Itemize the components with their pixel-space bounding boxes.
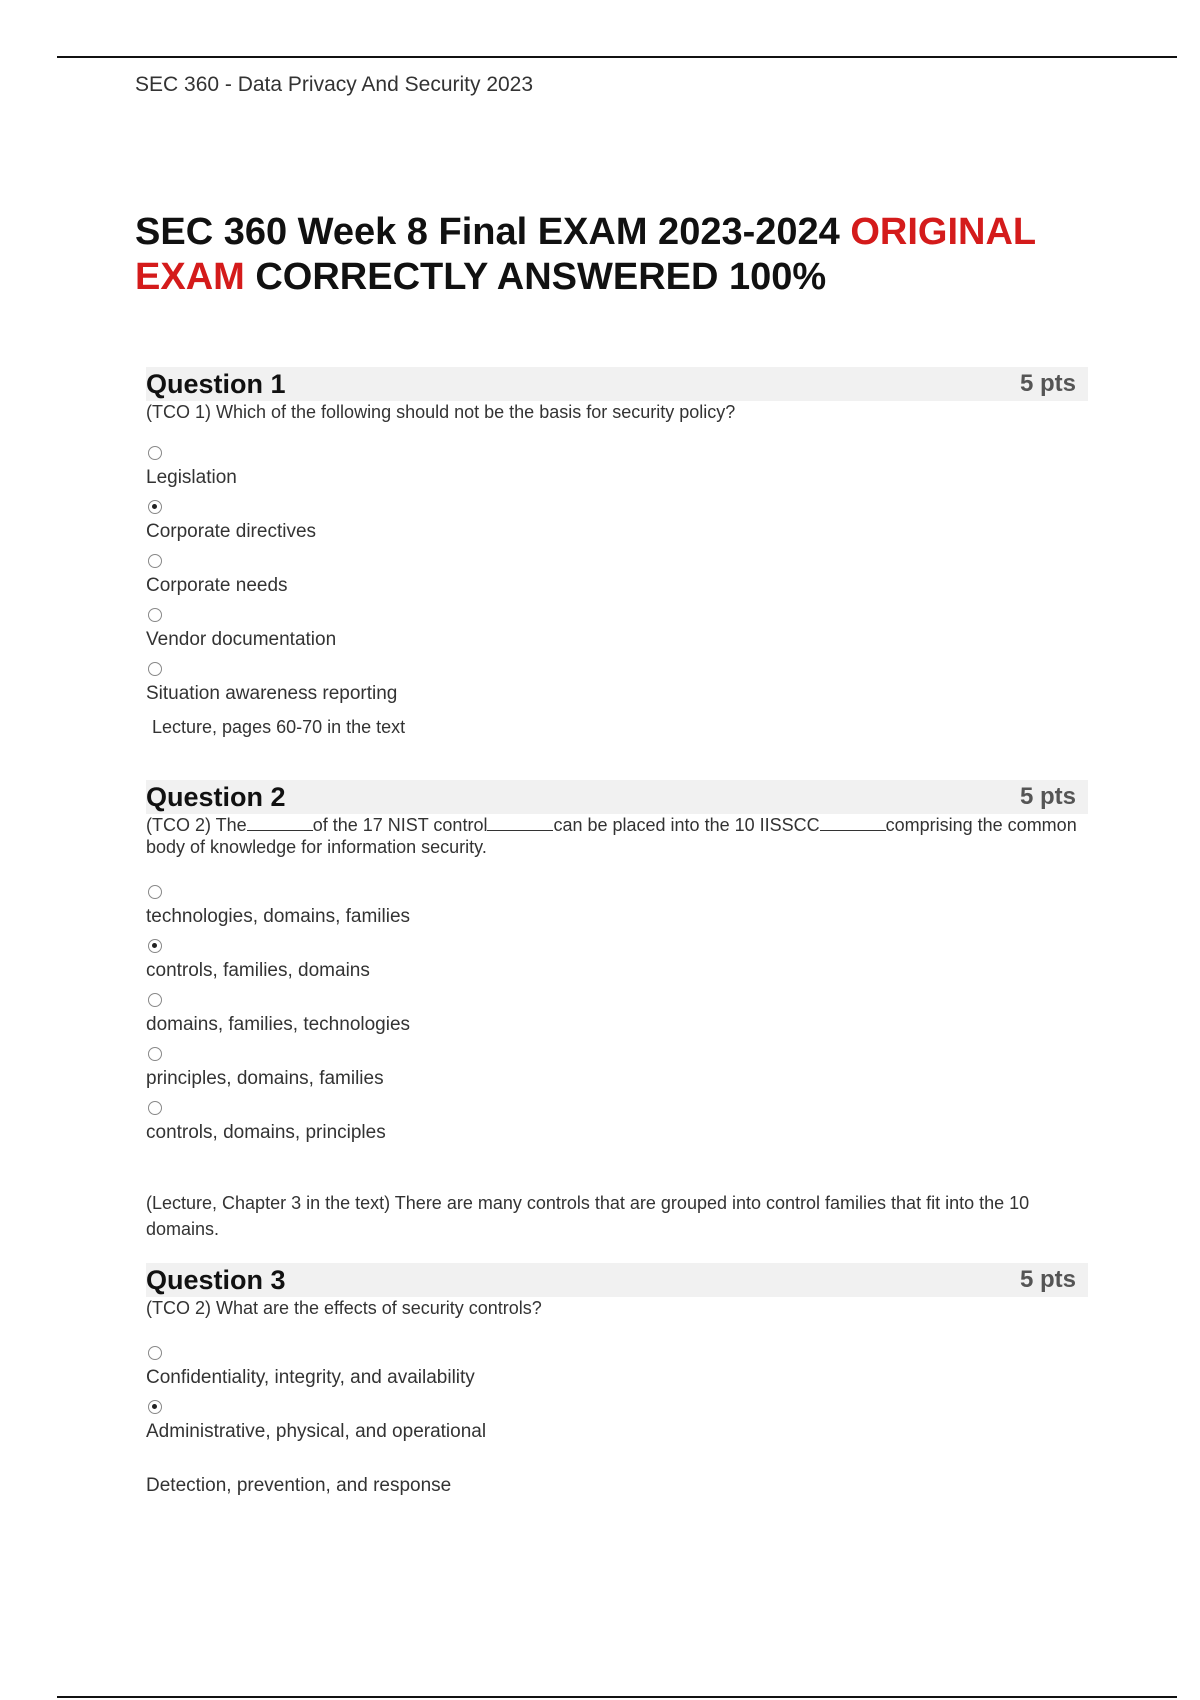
question-2 [146,780,1088,1242]
answer-option[interactable] [146,876,1088,930]
question-points: 5 pts [1019,1266,1076,1293]
prompt-fragment: (TCO 2) The [146,815,247,835]
title-part-1: SEC 360 Week 8 Final EXAM 2023-2024 [135,211,851,253]
prompt-fragment: comprising the common body of knowledge for information security. [146,815,1077,857]
running-header: SEC 360 - Data Privacy And Security 2023 [135,73,534,96]
answer-option[interactable] [146,1445,1088,1499]
question-title: Question 2 [146,781,286,812]
radio-button-selected[interactable] [148,939,162,953]
radio-button[interactable] [148,662,162,676]
answer-option[interactable] [146,984,1088,1038]
radio-button-selected[interactable] [148,500,162,514]
question-3 [146,1263,1088,1499]
fill-in-blank [247,814,313,831]
answer-option[interactable] [146,437,1088,491]
answer-option[interactable] [146,1337,1088,1391]
question-header [146,367,1088,401]
radio-button[interactable] [148,1101,162,1115]
question-points: 5 pts [1019,370,1076,397]
radio-button[interactable] [148,1047,162,1061]
question-title: Question 3 [146,1264,286,1295]
prompt-fragment: of the 17 NIST control [312,815,488,835]
option-label: domains, families, technologies [146,1014,411,1035]
option-label: Detection, prevention, and response [146,1475,452,1496]
option-label: principles, domains, families [146,1068,384,1089]
option-label: technologies, domains, families [146,906,411,927]
option-label: Legislation [146,467,237,488]
radio-button-selected[interactable] [148,1400,162,1414]
option-label: Corporate directives [146,521,317,542]
page-title [135,210,1095,300]
radio-button[interactable] [148,885,162,899]
answer-option[interactable] [146,1391,1088,1445]
radio-button[interactable] [148,446,162,460]
question-header [146,1263,1088,1297]
option-label: Situation awareness reporting [146,683,398,704]
option-label: controls, families, domains [146,960,370,981]
radio-button[interactable] [148,554,162,568]
option-label: Corporate needs [146,575,288,596]
answer-option[interactable] [146,545,1088,599]
answer-option[interactable] [146,491,1088,545]
top-rule [57,56,1177,58]
title-highlight-1: ORIGINAL [850,211,1037,253]
title-highlight-2: EXAM [135,256,245,298]
prompt-fragment: can be placed into the 10 IISSCC [553,815,820,835]
question-points: 5 pts [1019,783,1076,810]
answer-option[interactable] [146,1038,1088,1092]
question-prompt: (TCO 2) What are the effects of security controls? [146,1298,542,1318]
answer-note: (Lecture, Chapter 3 in the text) There are many controls that are grouped into control families that fit into the 10 domains. [146,1193,1030,1239]
radio-button[interactable] [148,608,162,622]
answer-note: Lecture, pages 60-70 in the text [152,717,406,737]
option-label: Confidentiality, integrity, and availability [146,1367,475,1388]
option-label: Vendor documentation [146,629,337,650]
radio-button[interactable] [148,993,162,1007]
title-part-2: CORRECTLY ANSWERED 100% [244,256,827,298]
question-1 [146,367,1088,740]
fill-in-blank [487,814,553,831]
answer-option[interactable] [146,653,1088,707]
bottom-rule [57,1696,1177,1698]
answer-option[interactable] [146,1092,1088,1146]
option-label: Administrative, physical, and operational [146,1421,487,1442]
question-prompt [146,814,1088,858]
radio-button[interactable] [148,1346,162,1360]
question-header [146,780,1088,814]
fill-in-blank [820,814,886,831]
answer-option[interactable] [146,599,1088,653]
question-prompt: (TCO 1) Which of the following should not be the basis for security policy? [146,402,736,422]
answer-option[interactable] [146,930,1088,984]
option-label: controls, domains, principles [146,1122,386,1143]
question-title: Question 1 [146,368,286,399]
